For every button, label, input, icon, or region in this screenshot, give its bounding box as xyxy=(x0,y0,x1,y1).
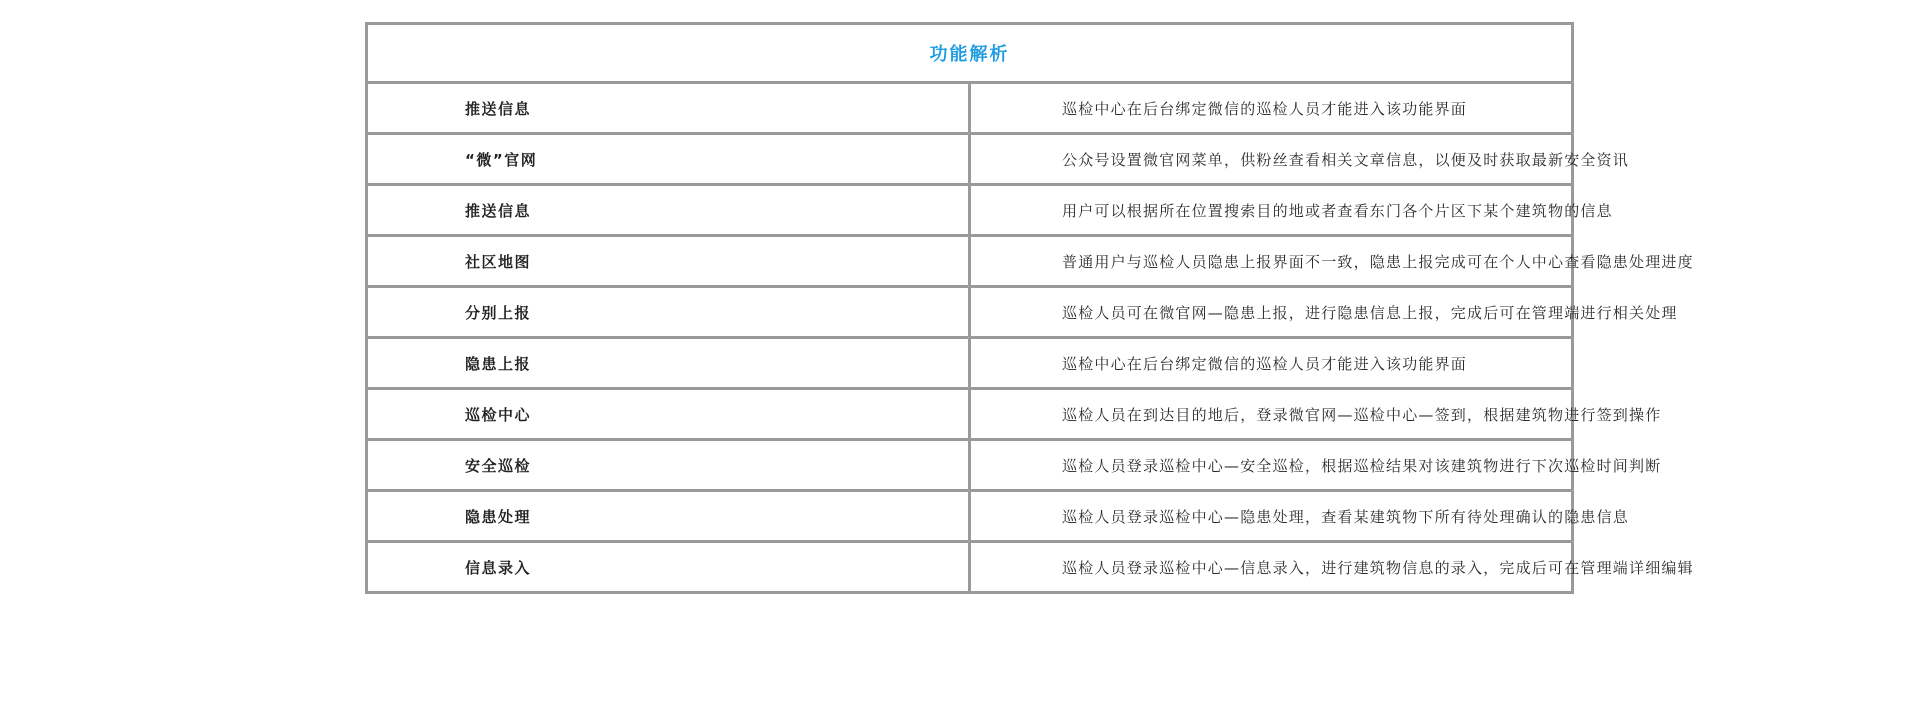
feature-name: 推送信息 xyxy=(367,83,970,134)
feature-description: 普通用户与巡检人员隐患上报界面不一致，隐患上报完成可在个人中心查看隐患处理进度 xyxy=(970,236,1573,287)
table-title: 功能解析 xyxy=(367,24,1573,83)
feature-description: 巡检人员登录巡检中心—隐患处理，查看某建筑物下所有待处理确认的隐患信息 xyxy=(970,491,1573,542)
feature-description: 巡检中心在后台绑定微信的巡检人员才能进入该功能界面 xyxy=(970,338,1573,389)
table-row xyxy=(367,134,1573,185)
table-row xyxy=(367,83,1573,134)
feature-name: 安全巡检 xyxy=(367,440,970,491)
table-row xyxy=(367,287,1573,338)
feature-name: 巡检中心 xyxy=(367,389,970,440)
feature-description: 巡检人员登录巡检中心—信息录入，进行建筑物信息的录入，完成后可在管理端详细编辑 xyxy=(970,542,1573,593)
feature-name: 隐患上报 xyxy=(367,338,970,389)
feature-name: 信息录入 xyxy=(367,542,970,593)
feature-name: 隐患处理 xyxy=(367,491,970,542)
feature-name: 分别上报 xyxy=(367,287,970,338)
table-row xyxy=(367,542,1573,593)
function-analysis-table xyxy=(365,22,1694,594)
feature-name: “微”官网 xyxy=(367,134,970,185)
feature-description: 巡检人员登录巡检中心—安全巡检，根据巡检结果对该建筑物进行下次巡检时间判断 xyxy=(970,440,1573,491)
feature-description: 巡检中心在后台绑定微信的巡检人员才能进入该功能界面 xyxy=(970,83,1573,134)
table-row xyxy=(367,440,1573,491)
table-row xyxy=(367,236,1573,287)
feature-name: 社区地图 xyxy=(367,236,970,287)
table-row xyxy=(367,338,1573,389)
feature-description: 巡检人员在到达目的地后，登录微官网—巡检中心—签到，根据建筑物进行签到操作 xyxy=(970,389,1573,440)
feature-description: 巡检人员可在微官网—隐患上报，进行隐患信息上报，完成后可在管理端进行相关处理 xyxy=(970,287,1573,338)
table-title-row xyxy=(367,24,1573,83)
feature-description: 公众号设置微官网菜单，供粉丝查看相关文章信息，以便及时获取最新安全资讯 xyxy=(970,134,1573,185)
table-row xyxy=(367,185,1573,236)
feature-name: 推送信息 xyxy=(367,185,970,236)
table-row xyxy=(367,389,1573,440)
feature-description: 用户可以根据所在位置搜索目的地或者查看东门各个片区下某个建筑物的信息 xyxy=(970,185,1573,236)
table-row xyxy=(367,491,1573,542)
